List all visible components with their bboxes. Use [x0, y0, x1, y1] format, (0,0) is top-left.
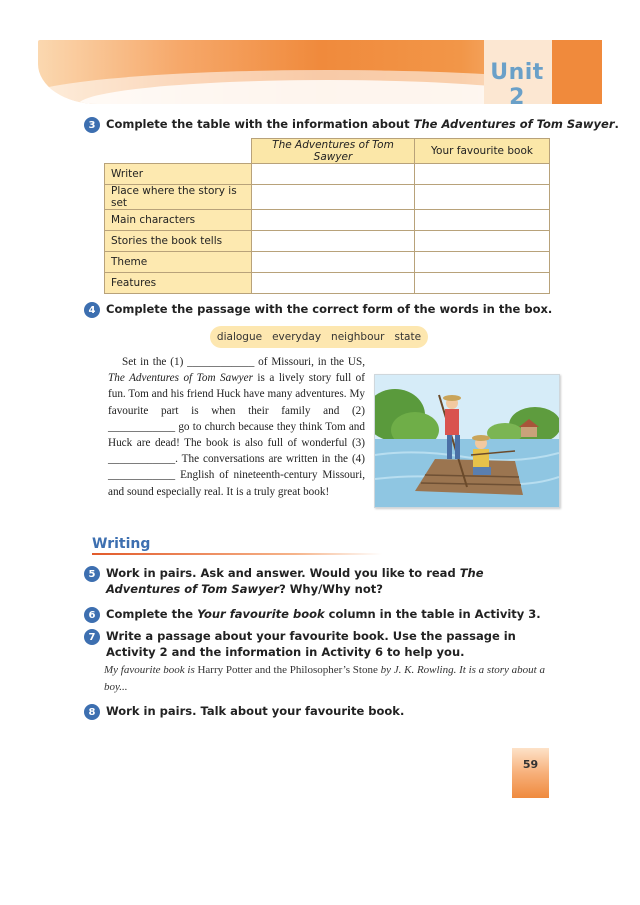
- activity-instruction: Work in pairs. Talk about your favourite book.: [106, 704, 405, 718]
- table-cell[interactable]: [415, 273, 550, 294]
- row-label: Place where the story is set: [105, 185, 252, 210]
- activity-7: [84, 628, 554, 660]
- row-label: Main characters: [105, 210, 252, 231]
- row-label: Stories the book tells: [105, 231, 252, 252]
- tom-sawyer-raft-illustration: [374, 374, 560, 508]
- unit-strip: [552, 40, 602, 104]
- sample-answer: My favourite book is Harry Potter and the Philosopher’s Stone by J. K. Rowling. It is a story about a boy...: [104, 664, 545, 693]
- word-item: everyday: [272, 331, 322, 343]
- table-row: [105, 210, 550, 231]
- unit-title: Unit 2: [490, 60, 544, 110]
- activity-instruction: Work in pairs. Ask and answer. Would you like to read The Adventures of Tom Sawyer? Why/Why not?: [106, 566, 484, 596]
- activity-6: [84, 606, 541, 623]
- table-row: [105, 185, 550, 210]
- activity-number: 5: [84, 566, 100, 582]
- activity-8: [84, 703, 404, 720]
- table-cell[interactable]: [252, 231, 415, 252]
- row-label: Theme: [105, 252, 252, 273]
- section-title-writing: Writing: [92, 536, 151, 552]
- table-row: [105, 252, 550, 273]
- word-item: dialogue: [216, 331, 263, 343]
- table-cell[interactable]: [252, 164, 415, 185]
- activity-instruction: Write a passage about your favourite book. Use the passage in Activity 2 and the information in Activity 6 to help you.: [106, 629, 516, 659]
- table-cell[interactable]: [415, 210, 550, 231]
- table-cell[interactable]: [415, 231, 550, 252]
- activity-instruction: Complete the Your favourite book column in the table in Activity 3.: [106, 607, 541, 621]
- table-corner: [105, 139, 252, 164]
- activity-number: 3: [84, 117, 100, 133]
- table-cell[interactable]: [415, 252, 550, 273]
- table-header-favourite-book: Your favourite book: [415, 139, 550, 164]
- table-header-tom-sawyer: The Adventures of Tom Sawyer: [252, 139, 415, 164]
- page-number-tab: [512, 748, 549, 798]
- table-cell[interactable]: [252, 185, 415, 210]
- reading-passage: Set in the (1) ____________ of Missouri, in the US, The Adventures of Tom Sawyer is a lively story full of fun. Tom and his friend Huck have many adventures. My favourite part is when their family and (2) ____________ go to church because they think Tom and Huck are dead! The book is also full of wonderful (3) ____________. The conversations are written in the (4) ____________ English of nineteenth-century Missouri, and sound especially real. It is a truly great book!: [108, 356, 365, 498]
- activity-5: [84, 565, 554, 597]
- book-info-table: [104, 138, 550, 294]
- activity-3: [84, 116, 619, 133]
- activity-number: 6: [84, 607, 100, 623]
- page-number: 59: [522, 758, 539, 771]
- word-item: neighbour: [331, 331, 385, 343]
- activity-instruction: Complete the passage with the correct form of the words in the box.: [106, 302, 553, 316]
- activity-number: 8: [84, 704, 100, 720]
- table-row: [105, 231, 550, 252]
- section-underline: [92, 553, 382, 555]
- table-cell[interactable]: [415, 185, 550, 210]
- table-cell[interactable]: [252, 210, 415, 231]
- activity-instruction: Complete the table with the information about The Adventures of Tom Sawyer.: [106, 117, 619, 131]
- word-item: state: [394, 331, 422, 343]
- table-cell[interactable]: [252, 252, 415, 273]
- word-box: [210, 326, 428, 348]
- activity-4: [84, 301, 552, 318]
- activity-number: 4: [84, 302, 100, 318]
- activity-number: 7: [84, 629, 100, 645]
- row-label: Writer: [105, 164, 252, 185]
- table-row: [105, 273, 550, 294]
- table-row: [105, 164, 550, 185]
- table-cell[interactable]: [252, 273, 415, 294]
- table-cell[interactable]: [415, 164, 550, 185]
- row-label: Features: [105, 273, 252, 294]
